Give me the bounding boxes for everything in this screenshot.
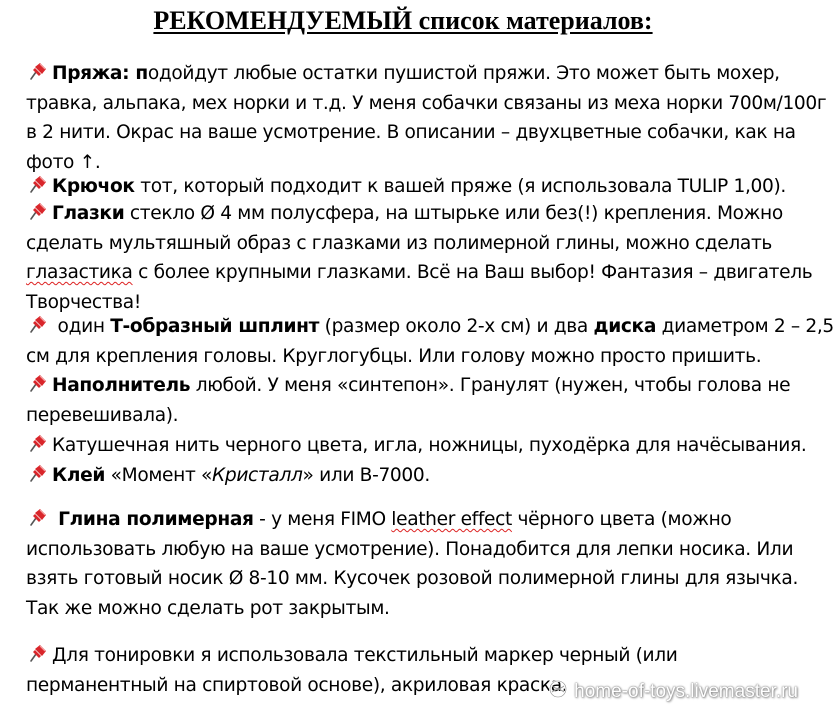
material-item-cotter-pin	[26, 312, 834, 371]
item-line: перевешивала).	[26, 404, 179, 426]
item-text: чёрного цвета (можно	[511, 509, 732, 530]
item-line: фото ↑.	[26, 151, 101, 173]
yarn-ball-icon	[548, 679, 568, 705]
item-line: взять готовый носик Ø 8-10 мм. Кусочек розовой полимерной глины для язычка.	[26, 568, 799, 590]
item-line	[26, 461, 816, 491]
item-line	[26, 371, 816, 401]
pushpin-icon	[26, 373, 48, 393]
item-line: травка, альпака, мех норки и т.д. У меня собачки связаны из меха норки 700м/100г	[26, 92, 827, 114]
item-line	[26, 199, 816, 229]
item-line: перманентный на спиртовой основе), акриловая краска.	[26, 674, 568, 696]
material-item-yarn	[26, 59, 827, 177]
pushpin-icon	[26, 201, 48, 221]
item-line	[26, 59, 816, 89]
item-line: сделать мультяшный образ с глазками из полимерной глины, можно сделать	[26, 232, 773, 254]
watermark	[548, 679, 798, 705]
item-keyword: Наполнитель	[52, 375, 191, 396]
pushpin-icon	[26, 643, 48, 663]
material-item-hook	[26, 172, 816, 202]
item-text: диаметром 2 – 2,5	[656, 316, 834, 337]
item-line	[26, 505, 816, 535]
item-text: одойдут любые остатки пушистой пряжи. Это может быть мохер,	[147, 63, 780, 84]
item-line: Так же можно сделать рот закрытым.	[26, 597, 390, 619]
item-text: Катушечная нить черного цвета, игла, ножницы, пуходёрка для начёсывания.	[52, 435, 807, 456]
item-italic: Кристалл	[212, 465, 303, 486]
item-keyword: Клей	[52, 465, 106, 486]
material-item-filler	[26, 371, 816, 430]
material-item-thread	[26, 431, 816, 461]
pushpin-icon	[26, 463, 48, 483]
page-title: РЕКОМЕНДУЕМЫЙ список материалов:	[153, 6, 653, 35]
item-keyword: Глина полимерная	[52, 509, 254, 530]
item-keyword: Глазки	[52, 203, 125, 224]
item-text: с более крупными глазками. Всё на Ваш выбор! Фантазия – двигатель	[132, 262, 813, 284]
item-line: Творчества!	[26, 291, 141, 313]
material-item-clay	[26, 505, 816, 623]
item-line	[26, 641, 816, 671]
item-keyword: Пряжа: п	[52, 63, 148, 84]
pushpin-icon	[26, 507, 48, 527]
material-item-eyes	[26, 199, 816, 317]
item-text: (размер около 2-х см) и два	[319, 316, 594, 337]
item-line	[26, 172, 816, 202]
spellcheck-word: leather effect	[391, 509, 512, 530]
pushpin-icon	[26, 174, 48, 194]
material-item-glue	[26, 461, 816, 491]
pushpin-icon	[26, 61, 48, 81]
item-line	[26, 312, 834, 342]
item-keyword: Т-образный шплинт	[110, 316, 320, 337]
item-line	[26, 431, 816, 461]
item-text: » или В-7000.	[302, 465, 430, 486]
spellcheck-word: глазастика	[26, 262, 133, 284]
item-line	[26, 258, 816, 288]
item-keyword: Крючок	[52, 176, 135, 197]
item-line: использовать любую на ваше усмотрение). Понадобится для лепки носика. Или	[26, 538, 794, 560]
item-text: стекло Ø 4 мм полусфера, на штырьке или без(!) крепления. Можно	[124, 203, 783, 224]
item-text: «Момент «	[105, 465, 213, 486]
item-line: см для крепления головы. Круглогубцы. Или голову можно просто пришить.	[26, 345, 762, 367]
item-line: в 2 нити. Окрас на ваше усмотрение. В описании – двухцветные собачки, как на	[26, 122, 796, 144]
watermark-text: home-of-toys.livemaster.ru	[574, 681, 798, 702]
pushpin-icon	[26, 433, 48, 453]
item-keyword: диска	[593, 316, 657, 337]
item-text: - у меня FIMO	[253, 509, 392, 530]
item-text: любой. У меня «синтепон». Гранулят (нужен, чтобы голова не	[190, 375, 791, 396]
item-text: тот, который подходит к вашей пряже (я использовала TULIP 1,00).	[134, 176, 786, 197]
pushpin-icon	[26, 314, 48, 334]
item-text: один	[52, 316, 111, 337]
item-text: Для тонировки я использовала текстильный маркер черный (или	[52, 645, 678, 666]
